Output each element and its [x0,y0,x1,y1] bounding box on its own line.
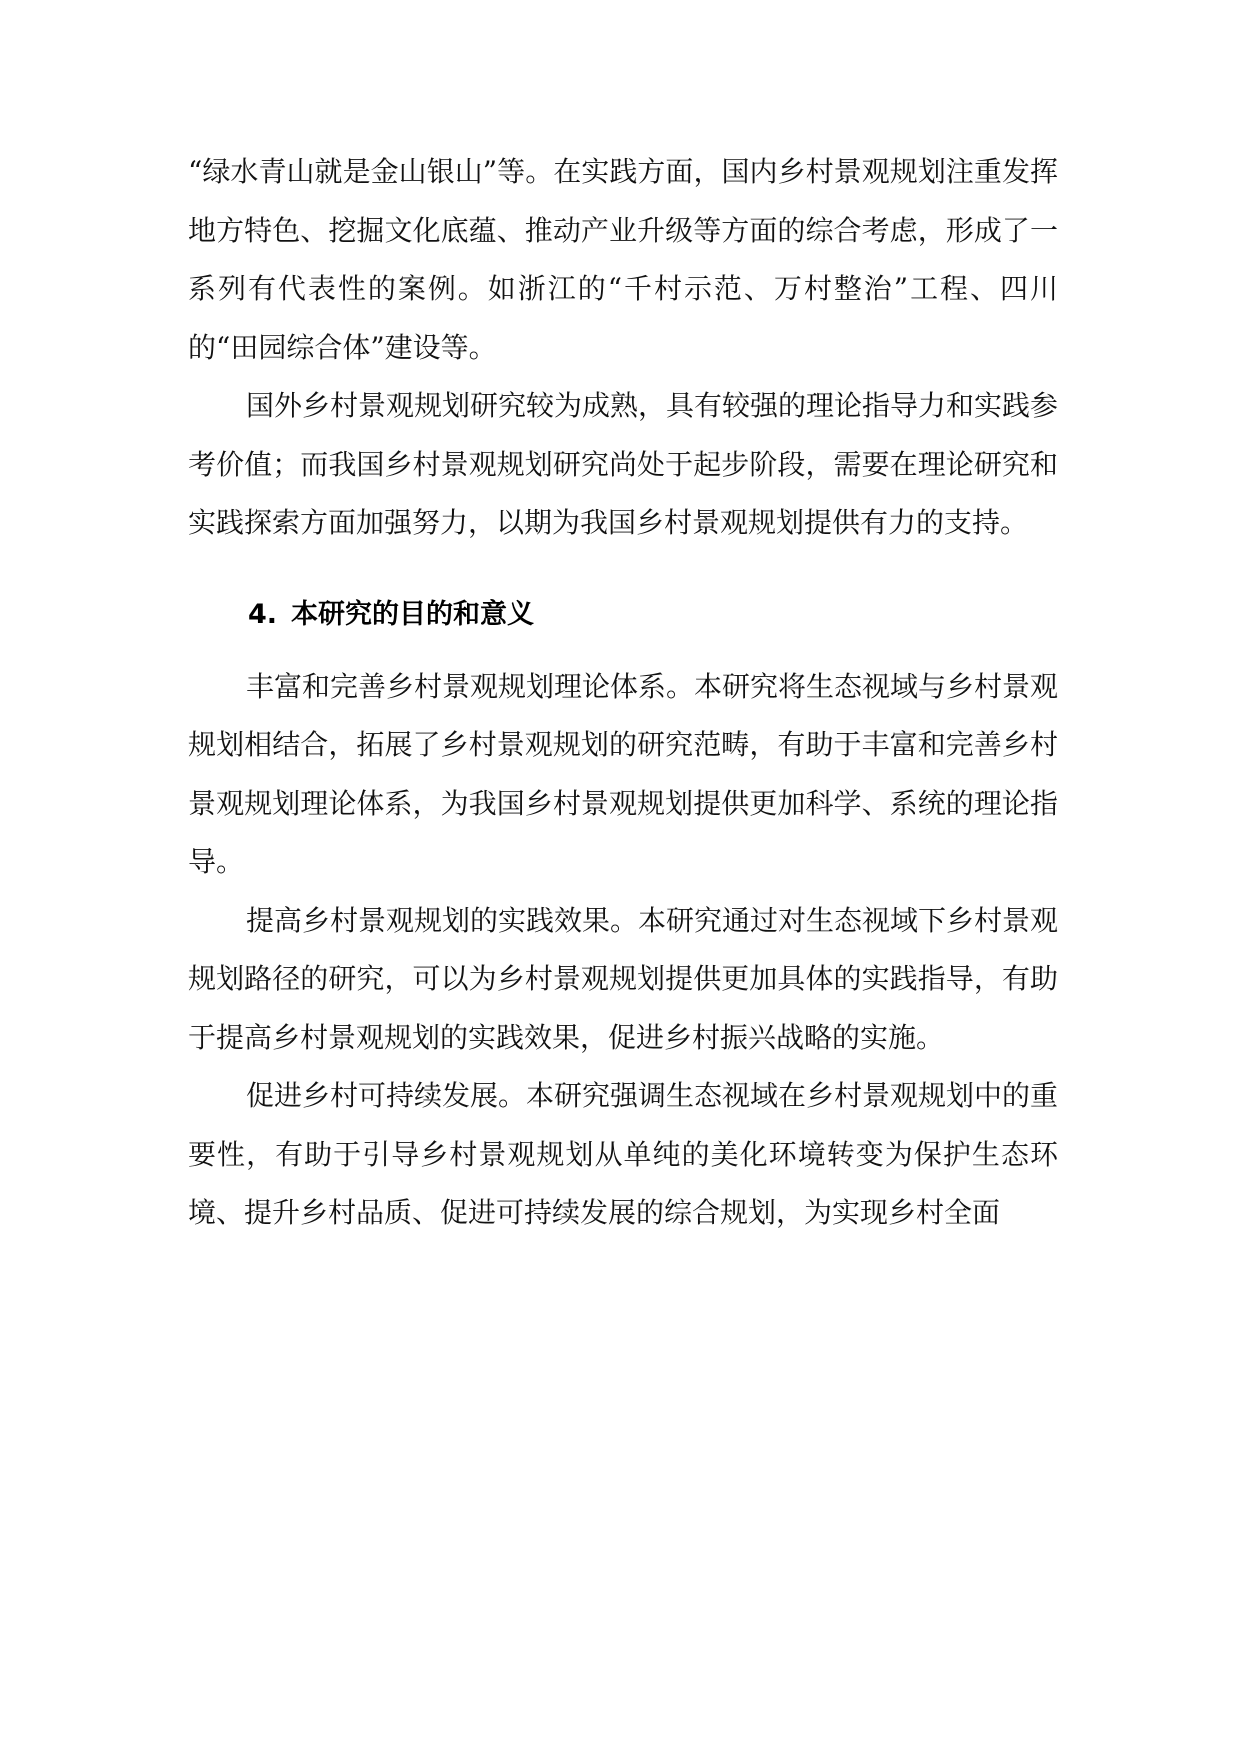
paragraph-practice-effect: 提高乡村景观规划的实践效果。本研究通过对生态视域下乡村景观规划路径的研究，可以为乡村景观规划提供更加具体的实践指导，有助于提高乡村景观规划的实践效果，促进乡村振兴战略的实施。 [188,903,1059,1054]
paragraph-theory-system: 丰富和完善乡村景观规划理论体系。本研究将生态视域与乡村景观规划相结合，拓展了乡村景观规划的研究范畴，有助于丰富和完善乡村景观规划理论体系，为我国乡村景观规划提供更加科学、系统的理论指导。 [188,669,1059,878]
section-heading [188,586,1058,644]
paragraph-foreign-vs-domestic: 国外乡村景观规划研究较为成熟，具有较强的理论指导力和实践参考价值；而我国乡村景观规划研究尚处于起步阶段，需要在理论研究和实践探索方面加强努力，以期为我国乡村景观规划提供有力的支持。 [188,389,1059,539]
document-body [188,143,1058,1243]
section-title: 本研究的目的和意义 [291,598,535,630]
paragraph-continuation: “绿水青山就是金山银山”等。在实践方面，国内乡村景观规划注重发挥地方特色、挖掘文化底蕴、推动产业升级等方面的综合考虑，形成了一系列有代表性的案例。如浙江的“千村示范、万村整治”工程、四川的“田园综合体”建设等。 [188,155,1058,364]
paragraph-sustainable-development: 促进乡村可持续发展。本研究强调生态视域在乡村景观规划中的重要性，有助于引导乡村景观规划从单纯的美化环境转变为保护生态环境、提升乡村品质、促进可持续发展的综合规划，为实现乡村全面 [188,1079,1059,1229]
section-number: 4. [248,598,278,630]
